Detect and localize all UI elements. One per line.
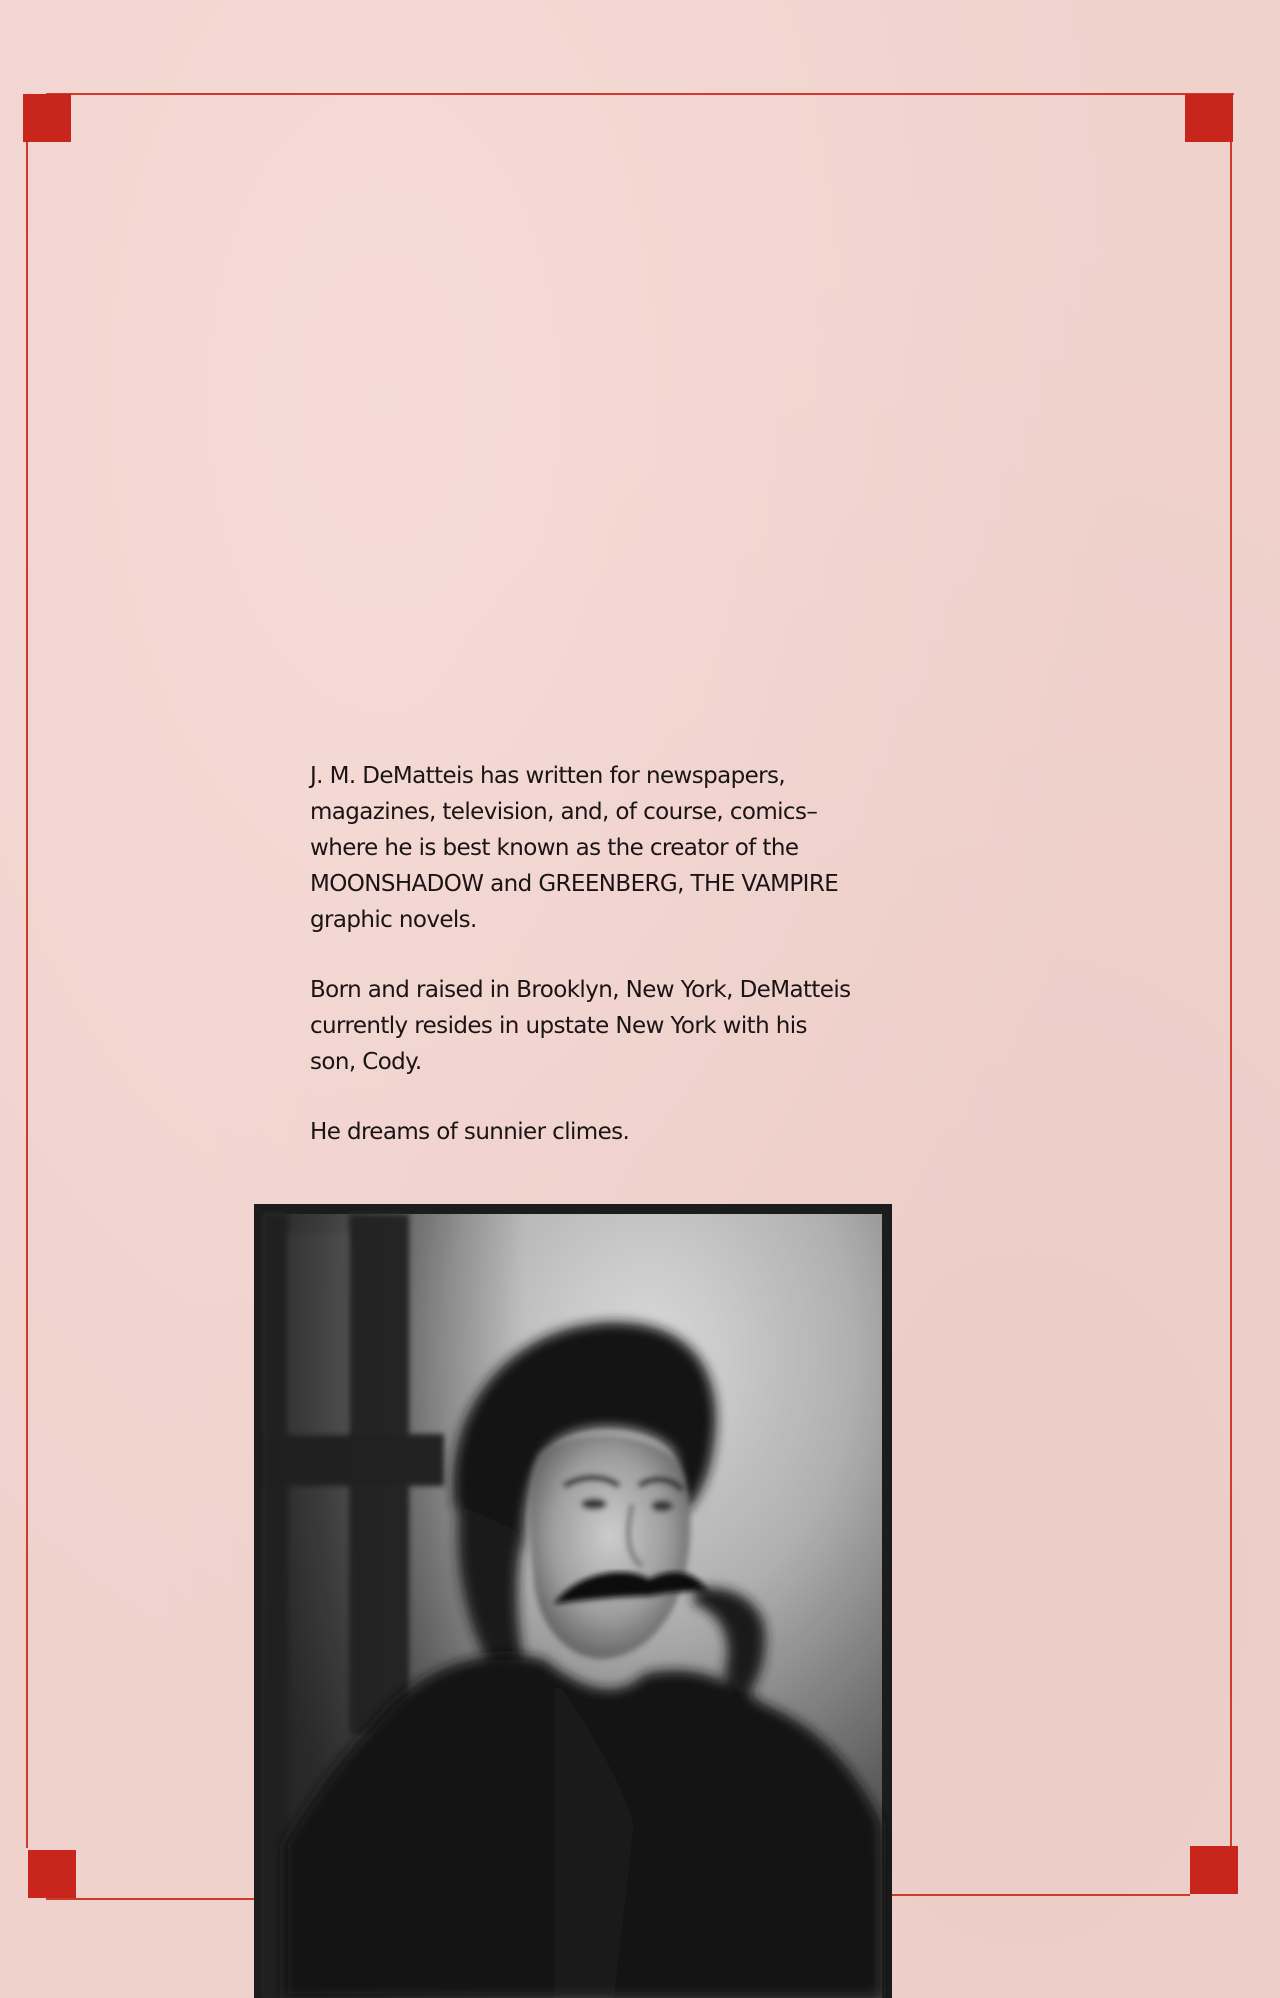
corner-square-bottom-left: [28, 1850, 76, 1898]
bio-line: son, Cody.: [310, 1049, 422, 1075]
corner-square-top-left: [23, 94, 71, 142]
bio-line: MOONSHADOW and GREENBERG, THE VAMPIRE: [310, 871, 839, 897]
bio-paragraph-2: [310, 972, 870, 1080]
bio-line: where he is best known as the creator of the: [310, 835, 799, 861]
frame-bottom-left-rule: [46, 1898, 256, 1900]
bio-line: magazines, television, and, of course, comics–: [310, 799, 818, 825]
frame-top-rule: [46, 93, 1234, 95]
author-bio: [310, 758, 870, 1184]
bio-line: graphic novels.: [310, 907, 477, 933]
bio-line: J. M. DeMatteis has written for newspapers,: [310, 763, 786, 789]
bio-line: Born and raised in Brooklyn, New York, DeMatteis: [310, 977, 851, 1003]
corner-square-bottom-right: [1190, 1846, 1238, 1894]
frame-bottom-right-rule: [890, 1894, 1190, 1896]
bio-line: currently resides in upstate New York with his: [310, 1013, 807, 1039]
bio-paragraph-1: [310, 758, 870, 938]
frame-right-rule: [1230, 118, 1232, 1848]
author-portrait-image: [254, 1204, 892, 1998]
bio-line: He dreams of sunnier climes.: [310, 1119, 630, 1145]
author-photo: [254, 1204, 892, 1998]
bio-paragraph-3: [310, 1114, 870, 1150]
corner-square-top-right: [1185, 94, 1233, 142]
frame-left-rule: [26, 118, 28, 1848]
